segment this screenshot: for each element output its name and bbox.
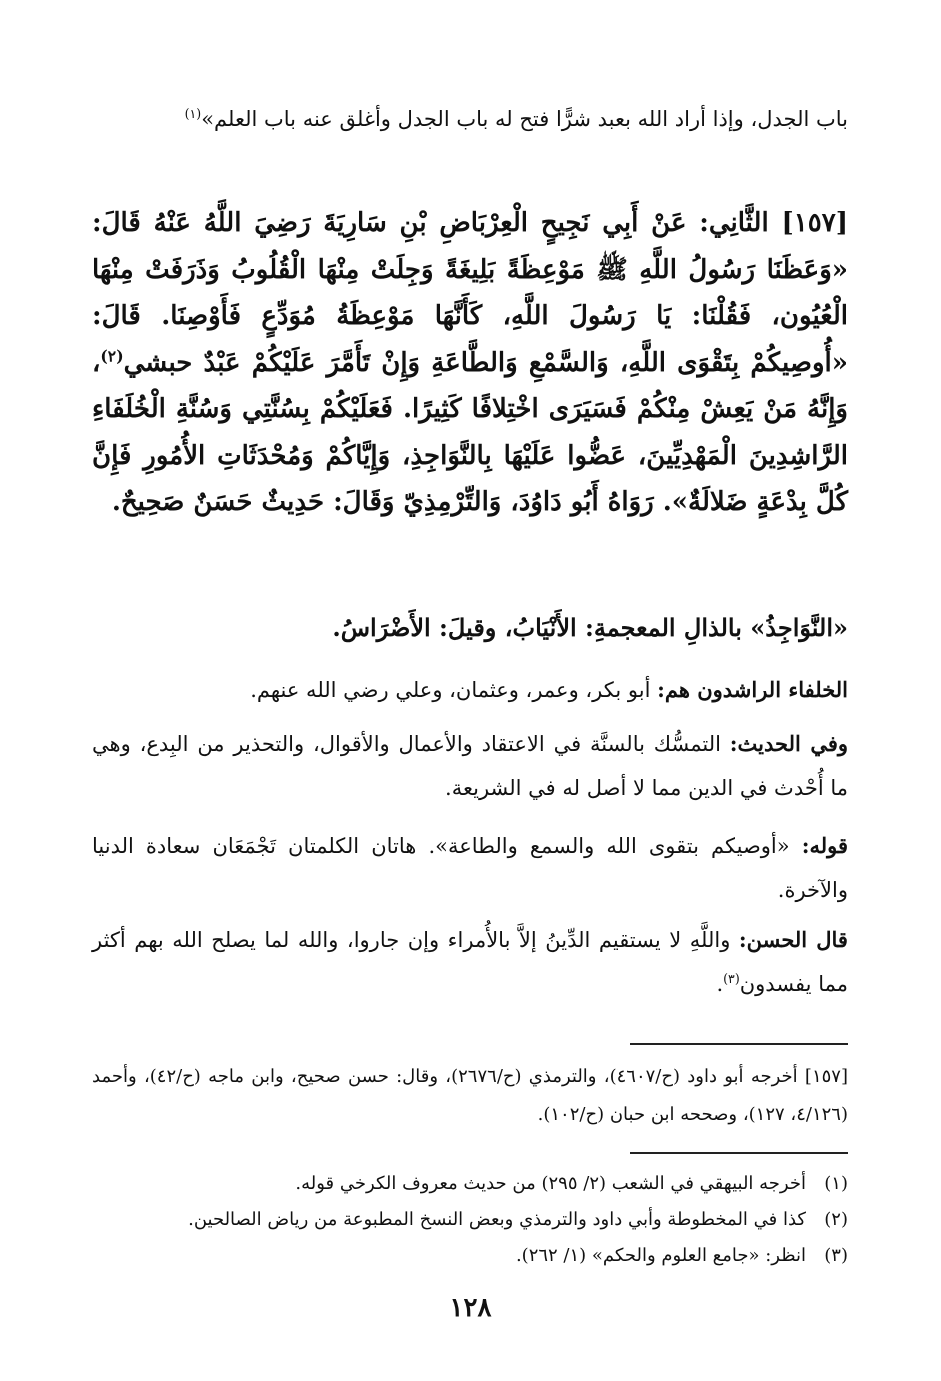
hadith-text-part-2: ، وَإِنَّهُ مَنْ يَعِشْ مِنْكُمْ فَسَيَرَى اخْتِلافًا كَثِيرًا. فَعَلَيْكُمْ بِسُنَّتِي وَسُنَّةِ الْخُلَفَاءِ الرَّاشِدِينَ الْمَهْدِيِّينَ، عَضُّوا عَلَيْهَا بِالنَّوَاجِذِ، وَإِيَّاكُمْ وَمُحْدَثَاتِ الأُمُورِ فَإِنَّ كُلَّ بِدْعَةٍ ضَلالَةٌ». رَوَاهُ أَبُو دَاوُدَ، وَالتِّرْمِذِيّ وَقَالَ: حَدِيثٌ حَسَنٌ صَحِيحٌ. bbox=[92, 347, 848, 517]
footnote-ref-2: (٢) bbox=[100, 345, 124, 365]
footnote-number: (٢) bbox=[824, 1209, 848, 1230]
footnote-divider-top bbox=[630, 1043, 848, 1045]
hadith-text-part-1: [١٥٧] الثَّانِي: عَنْ أَبِي نَجِيحٍ الْعِرْبَاضِ بْنِ سَارِيَةَ رَضِيَ اللَّهُ عَنْهُ قَالَ: «وَعَظَنَا رَسُولُ اللَّهِ ﷺ مَوْعِظَةً بَلِيغَةً وَجِلَتْ مِنْهَا الْقُلُوبُ وَذَرَفَتْ مِنْهَا الْعُيُون، فَقُلْنَا: يَا رَسُولَ اللَّهِ، كَأَنَّهَا مَوْعِظَةُ مُوَدِّعٍ فَأَوْصِنَا. قَالَ: «أُوصِيكُمْ بِتَقْوَى اللَّهِ، وَالسَّمْعِ وَالطَّاعَةِ وَإِنْ تَأَمَّرَ عَلَيْكُمْ عَبْدٌ حبشي bbox=[92, 208, 848, 378]
hasan-end: . bbox=[716, 972, 724, 996]
footnote-text: انظر: «جامع العلوم والحكم» (١/ ٢٦٢). bbox=[515, 1245, 806, 1266]
lesson-note bbox=[92, 722, 848, 810]
lesson-text: التمسُّك بالسنَّة في الاعتقاد والأعمال والأقوال، والتحذير من البِدع، وهي ما أُحْدث في الدين مما لا أصل له في الشريعة. bbox=[92, 732, 848, 800]
hasan-note bbox=[92, 918, 848, 1006]
footnote-item bbox=[92, 1166, 848, 1202]
rashidun-lead: الخلفاء الراشدون هم: bbox=[657, 677, 848, 702]
footnote-item bbox=[92, 1238, 848, 1274]
hasan-text: واللَّهِ لا يستقيم الدِّينُ إلاَّ بالأُمراء وإن جاروا، والله لما يصلح الله بهم أكثر مما يفسدون bbox=[92, 928, 848, 996]
footnote-number: (٣) bbox=[824, 1245, 848, 1266]
saying-note bbox=[92, 824, 848, 912]
hasan-lead: قال الحسن: bbox=[738, 927, 848, 952]
rashidun-note bbox=[92, 668, 848, 712]
footnote-ref-3: (٣) bbox=[723, 971, 740, 986]
rashidun-text: أبو بكر، وعمر، وعثمان، وعلي رضي الله عنهم. bbox=[250, 678, 658, 702]
gloss-text: «النَّوَاجِذُ» بالذالِ المعجمةِ: الأَنْيَابُ، وقيلَ: الأَضْرَاسُ. bbox=[332, 613, 848, 642]
footnote-ref-1: (١) bbox=[184, 106, 202, 121]
hadith-text bbox=[92, 200, 848, 526]
footnote-text: كذا في المخطوطة وأبي داود والترمذي وبعض النسخ المطبوعة من رياض الصالحين. bbox=[188, 1209, 806, 1230]
word-gloss bbox=[92, 605, 848, 651]
intro-paragraph bbox=[92, 96, 848, 142]
takhrij-text: [١٥٧] أخرجه أبو داود (ح/٤٦٠٧)، والترمذي (ح/٢٦٧٦)، وقال: حسن صحيح، وابن ماجه (ح/٤٢)، وأحمد (٤/١٢٦، ١٢٧)، وصححه ابن حبان (ح/١٠٢). bbox=[92, 1066, 848, 1125]
saying-text: «أوصيكم بتقوى الله والسمع والطاعة». هاتان الكلمتان تَجْمَعَان سعادة الدنيا والآخرة. bbox=[92, 834, 848, 902]
footnote-list bbox=[92, 1166, 848, 1274]
lesson-lead: وفي الحديث: bbox=[729, 731, 848, 756]
intro-text: باب الجدل، وإذا أراد الله بعبد شرًّا فتح له باب الجدل وأغلق عنه باب العلم» bbox=[201, 107, 848, 131]
footnote-text: أخرجه البيهقي في الشعب (٢/ ٢٩٥) من حديث معروف الكرخي قوله. bbox=[295, 1173, 806, 1194]
footnote-number: (١) bbox=[824, 1173, 848, 1194]
footnote-item bbox=[92, 1202, 848, 1238]
page-number: ١٢٨ bbox=[449, 1293, 492, 1323]
saying-lead: قوله: bbox=[801, 833, 848, 858]
footnote-divider-bottom bbox=[630, 1152, 848, 1154]
takhrij-note bbox=[92, 1058, 848, 1134]
